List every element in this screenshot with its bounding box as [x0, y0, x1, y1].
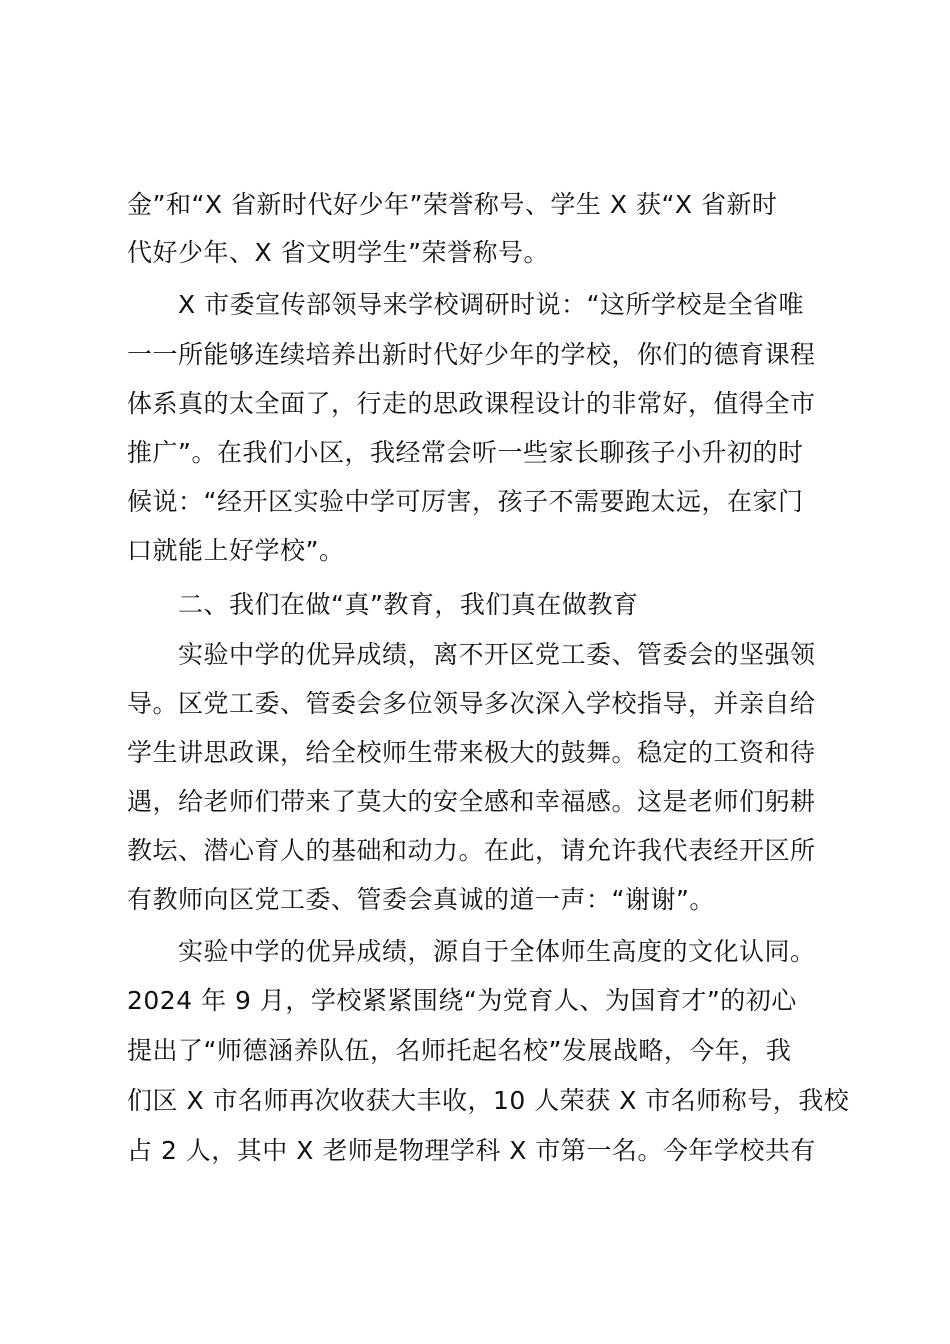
paragraph-2-line-5: 候说：“经开区实验中学可厉害，孩子不需要跑太远，在家门: [127, 487, 804, 516]
paragraph-4-line-2: 2024 年 9 月，学校紧紧围绕“为党育人、为国育才”的初心: [127, 986, 797, 1015]
paragraph-4-line-3: 提出了“师德涵养队伍，名师托起名校”发展战略，今年，我: [127, 1036, 792, 1065]
paragraph-3-line-4: 遇，给老师们带来了莫大的安全感和幸福感。这是老师们躬耕: [127, 787, 816, 816]
section-heading-2: 二、我们在做“真”教育，我们真在做教育: [178, 590, 639, 619]
paragraph-4-line-5: 占 2 人，其中 X 老师是物理学科 X 市第一名。今年学校共有: [127, 1136, 816, 1165]
paragraph-1-line-1: 金”和“X 省新时代好少年”荣誉称号、学生 X 获“X 省新时: [127, 190, 778, 219]
paragraph-2-line-4: 推广”。在我们小区，我经常会听一些家长聊孩子小升初的时: [127, 438, 804, 467]
paragraph-3-line-5: 教坛、潜心育人的基础和动力。在此，请允许我代表经开区所: [127, 836, 816, 865]
paragraph-4-line-1: 实验中学的优异成绩，源自于全体师生高度的文化认同。: [178, 937, 816, 966]
paragraph-1-line-2: 代好少年、X 省文明学生”荣誉称号。: [127, 238, 550, 267]
paragraph-2-line-6: 口就能上好学校”。: [127, 536, 345, 565]
paragraph-4-line-4: 们区 X 市名师再次收获大丰收，10 人荣获 X 市名师称号，我校: [127, 1086, 850, 1115]
paragraph-3-line-1: 实验中学的优异成绩，离不开区党工委、管委会的坚强领: [178, 640, 816, 669]
paragraph-2-line-1: X 市委宣传部领导来学校调研时说：“这所学校是全省唯: [178, 290, 805, 319]
paragraph-3-line-6: 有教师向区党工委、管委会真诚的道一声：“谢谢”。: [127, 885, 715, 914]
paragraph-2-line-3: 体系真的太全面了，行走的思政课程设计的非常好，值得全市: [127, 389, 816, 418]
paragraph-3-line-3: 学生讲思政课，给全校师生带来极大的鼓舞。稳定的工资和待: [127, 738, 816, 767]
paragraph-2-line-2: 一一所能够连续培养出新时代好少年的学校，你们的德育课程: [127, 340, 816, 369]
paragraph-3-line-2: 导。区党工委、管委会多位领导多次深入学校指导，并亲自给: [127, 689, 816, 718]
